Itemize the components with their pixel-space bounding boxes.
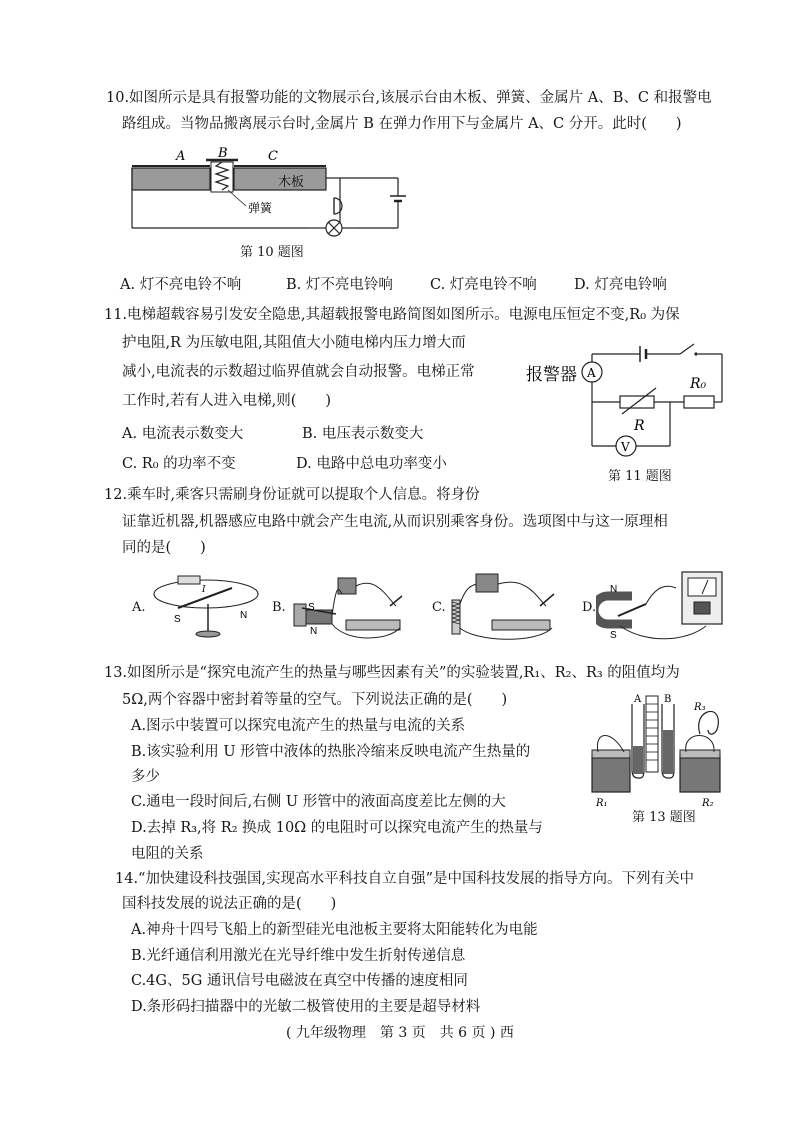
q11-option-d: D. 电路中总电功率变小 [296,456,447,472]
q13-caption: 第 13 题图 [632,810,696,825]
q14-option-b: B.光纤通信利用激光在光导纤维中发生折射传递信息 [131,948,466,964]
q14-option-d: D.条形码扫描器中的光敏二极管使用的主要是超导材料 [131,999,481,1015]
q13-option-a: A.图示中装置可以探究电流产生的热量与电流的关系 [131,718,466,734]
q13-stem-line2: 5Ω,两个容器中密封着等量的空气。下列说法正确的是( ) [122,692,508,708]
q10-fig-label-c: C [268,149,278,164]
q11-caption: 第 11 题图 [608,469,672,484]
q12-stem-line3: 同的是( ) [122,540,206,556]
q11-fig-r0-label: R₀ [690,376,707,392]
q10-spring [216,162,228,190]
bell-icon [334,198,342,214]
q10-figure [128,146,428,246]
svg-text:I: I [202,585,206,595]
q13-option-b-line1: B.该实验利用 U 形管中液体的热胀冷缩来反映电流产生热量的 [131,744,531,760]
q14-stem-line2: 国科技发展的说法正确的是( ) [122,896,337,912]
q12-fig-d-s-label: S [610,630,617,641]
q10-option-c: C. 灯亮电铃不响 [430,277,537,293]
q13-stem-line1: 13.如图所示是“探究电流产生的热量与哪些因素有关”的实验装置,R₁、R₂、R₃ 的阻值均为 [104,665,680,681]
q13-option-c: C.通电一段时间后,右侧 U 形管中的液面高度差比左侧的大 [131,794,506,810]
q11-fig-alarm-label: 报警器 [526,365,577,385]
q11-stem-line1: 11.电梯超载容易引发安全隐患,其超载报警电路简图如图所示。电源电压恒定不变,R₀ 为保 [104,307,680,323]
q13-figure [584,690,730,810]
q13-fig-r1-label: R₁ [596,798,608,809]
q12-option-c-label: C. [432,600,446,615]
q10-fig-label-board: 木板 [278,175,305,190]
q10-stem-line2: 路组成。当物品搬离展示台时,金属片 B 在弹力作用下与金属片 A、C 分开。此时( ) [122,116,682,132]
q10-board-left [132,168,210,190]
q10-fig-label-a: A [176,149,186,164]
q12-figure-a [148,568,266,648]
q13-option-d-line2: 电阻的关系 [131,846,204,862]
q10-option-b: B. 灯不亮电铃响 [286,277,393,293]
q13-fig-a-label: A [634,694,642,705]
q13-option-b-line2: 多少 [131,769,160,785]
q10-fig-label-spring: 弹簧 [248,201,273,215]
q10-stem-line1: 10.如图所示是具有报警功能的文物展示台,该展示台由木板、弹簧、金属片 A、B、C 和报警电 [106,90,712,106]
q12-fig-a-s-label: S [174,614,181,625]
q12-option-b-label: B. [272,600,286,615]
q14-stem-line1: 14.“加快建设科技强国,实现高水平科技自立自强”是中国科技发展的指导方向。下列有关中 [115,871,694,887]
q12-fig-d-n-label: N [610,584,618,595]
q11-fig-ammeter-label: A [587,366,596,380]
q11-stem-line2: 护电阻,R 为压敏电阻,其阻值大小随电梯内压力增大而 [122,335,466,351]
q14-option-a: A.神舟十四号飞船上的新型硅光电池板主要将太阳能转化为电能 [131,922,538,938]
q14-option-c: C.4G、5G 通讯信号电磁波在真空中传播的速度相同 [131,973,468,989]
q11-option-c: C. R₀ 的功率不变 [122,456,236,472]
q11-resistor-r0 [684,396,714,408]
q11-stem-line4: 工作时,若有人进入电梯,则( ) [122,393,332,409]
q13-fig-b-label: B [664,694,672,705]
q12-figure-c [446,566,566,646]
q12-stem-line2: 证靠近机器,机器感应电路中就会产生电流,从而识别乘客身份。选项图中与这一原理相 [122,514,668,530]
q11-fig-r-label: R [634,418,645,434]
q12-option-d-label: D. [582,600,597,615]
q13-fig-r3-label: R₃ [694,702,706,713]
q10-option-a: A. 灯不亮电铃不响 [120,277,242,293]
q10-caption: 第 10 题图 [240,245,304,260]
q11-switch [680,344,694,354]
q12-fig-a-n-label: N [240,610,248,621]
q13-container-left [592,756,630,792]
page-footer: ( 九年级物理 第 3 页 共 6 页 ) 西 [286,1025,514,1041]
q11-fig-voltmeter-label: V [621,440,630,454]
q13-option-d-line1: D.去掉 R₃,将 R₂ 换成 10Ω 的电阻时可以探究电流产生的热量与 [131,820,543,836]
q11-option-a: A. 电流表示数变大 [122,426,244,442]
q12-figure-d [596,566,736,646]
q12-stem-line1: 12.乘车时,乘客只需刷身份证就可以提取个人信息。将身份 [104,487,480,503]
q11-option-b: B. 电压表示数变大 [302,426,424,442]
q13-resistor-r3 [699,712,719,735]
q12-figure-b [286,566,416,646]
q12-option-a-label: A. [132,600,146,615]
q13-container-right [680,756,720,792]
q11-stem-line3: 减小,电流表的示数超过临界值就会自动报警。电梯正常 [122,364,475,380]
q11-figure [522,334,732,470]
q13-fig-r2-label: R₂ [702,798,714,809]
q12-fig-b-n-label: N [310,626,318,637]
q12-fig-b-s-label: S [308,602,315,613]
q10-fig-label-b: B [218,146,228,161]
q10-option-d: D. 灯亮电铃响 [574,277,667,293]
